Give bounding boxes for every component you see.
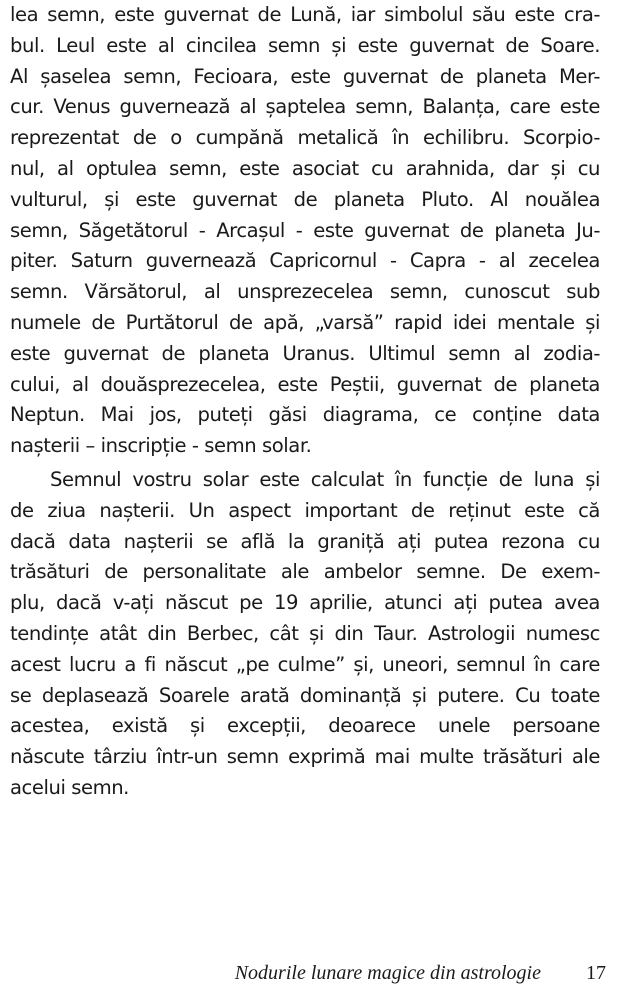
- paragraph-2: [10, 465, 600, 804]
- text-line: acestea, există și excepții, deoarece unele persoane: [10, 714, 600, 738]
- text-line: vulturul, și este guvernat de planeta Pluto. Al nouălea: [10, 187, 600, 211]
- text-line: Semnul vostru solar este calculat în funcție de luna și: [50, 467, 600, 491]
- text-line: Al șaselea semn, Fecioara, este guvernat de planeta Mer-: [10, 64, 600, 88]
- text-line: acelui semn.: [10, 775, 129, 799]
- page-footer: [0, 960, 637, 990]
- page-number: 17: [586, 962, 606, 984]
- text-line: cur. Venus guvernează al șaptelea semn, Balanța, care este: [10, 95, 600, 119]
- text-line: cului, al douăsprezecelea, este Peștii, guvernat de planeta: [10, 372, 600, 396]
- text-line: nașterii – inscripție - semn solar.: [10, 434, 312, 458]
- text-line: numele de Purtătorul de apă, „varsă” rapid idei mentale și: [10, 310, 600, 334]
- text-line: plu, dacă v-ați născut pe 19 aprilie, atunci ați putea avea: [10, 591, 600, 615]
- text-line: semn, Săgetătorul - Arcașul - este guvernat de planeta Ju-: [10, 218, 600, 242]
- text-line: acest lucru a fi născut „pe culme” și, uneori, semnul în care: [10, 652, 600, 676]
- text-line: născute târziu într-un semn exprimă mai multe trăsături ale: [10, 745, 600, 769]
- text-line: nul, al optulea semn, este asociat cu arahnida, dar și cu: [10, 156, 600, 180]
- text-line: trăsături de personalitate ale ambelor semne. De exem-: [10, 560, 600, 584]
- text-line: tendințe atât din Berbec, cât și din Taur. Astrologii numesc: [10, 621, 600, 645]
- text-line: piter. Saturn guvernează Capricornul - Capra - al zecelea: [10, 249, 600, 273]
- running-title: Nodurile lunare magice din astrologie: [234, 962, 541, 984]
- paragraph-1: [10, 0, 600, 462]
- text-line: bul. Leul este al cincilea semn și este guvernat de Soare.: [10, 33, 600, 57]
- text-line: se deplasează Soarele arată dominanță și putere. Cu toate: [10, 683, 600, 707]
- text-line: este guvernat de planeta Uranus. Ultimul semn al zodia-: [10, 341, 600, 365]
- text-line: Neptun. Mai jos, puteți găsi diagrama, ce conține data: [10, 403, 600, 427]
- body-text: [10, 0, 600, 804]
- text-line: dacă data nașterii se află la graniță ați putea rezona cu: [10, 529, 600, 553]
- text-line: reprezentat de o cumpănă metalică în echilibru. Scorpio-: [10, 126, 600, 150]
- text-line: lea semn, este guvernat de Lună, iar simbolul său este cra-: [10, 3, 600, 26]
- text-line: de ziua nașterii. Un aspect important de reținut este că: [10, 498, 600, 522]
- text-line: semn. Vărsătorul, al unsprezecelea semn, cunoscut sub: [10, 280, 600, 304]
